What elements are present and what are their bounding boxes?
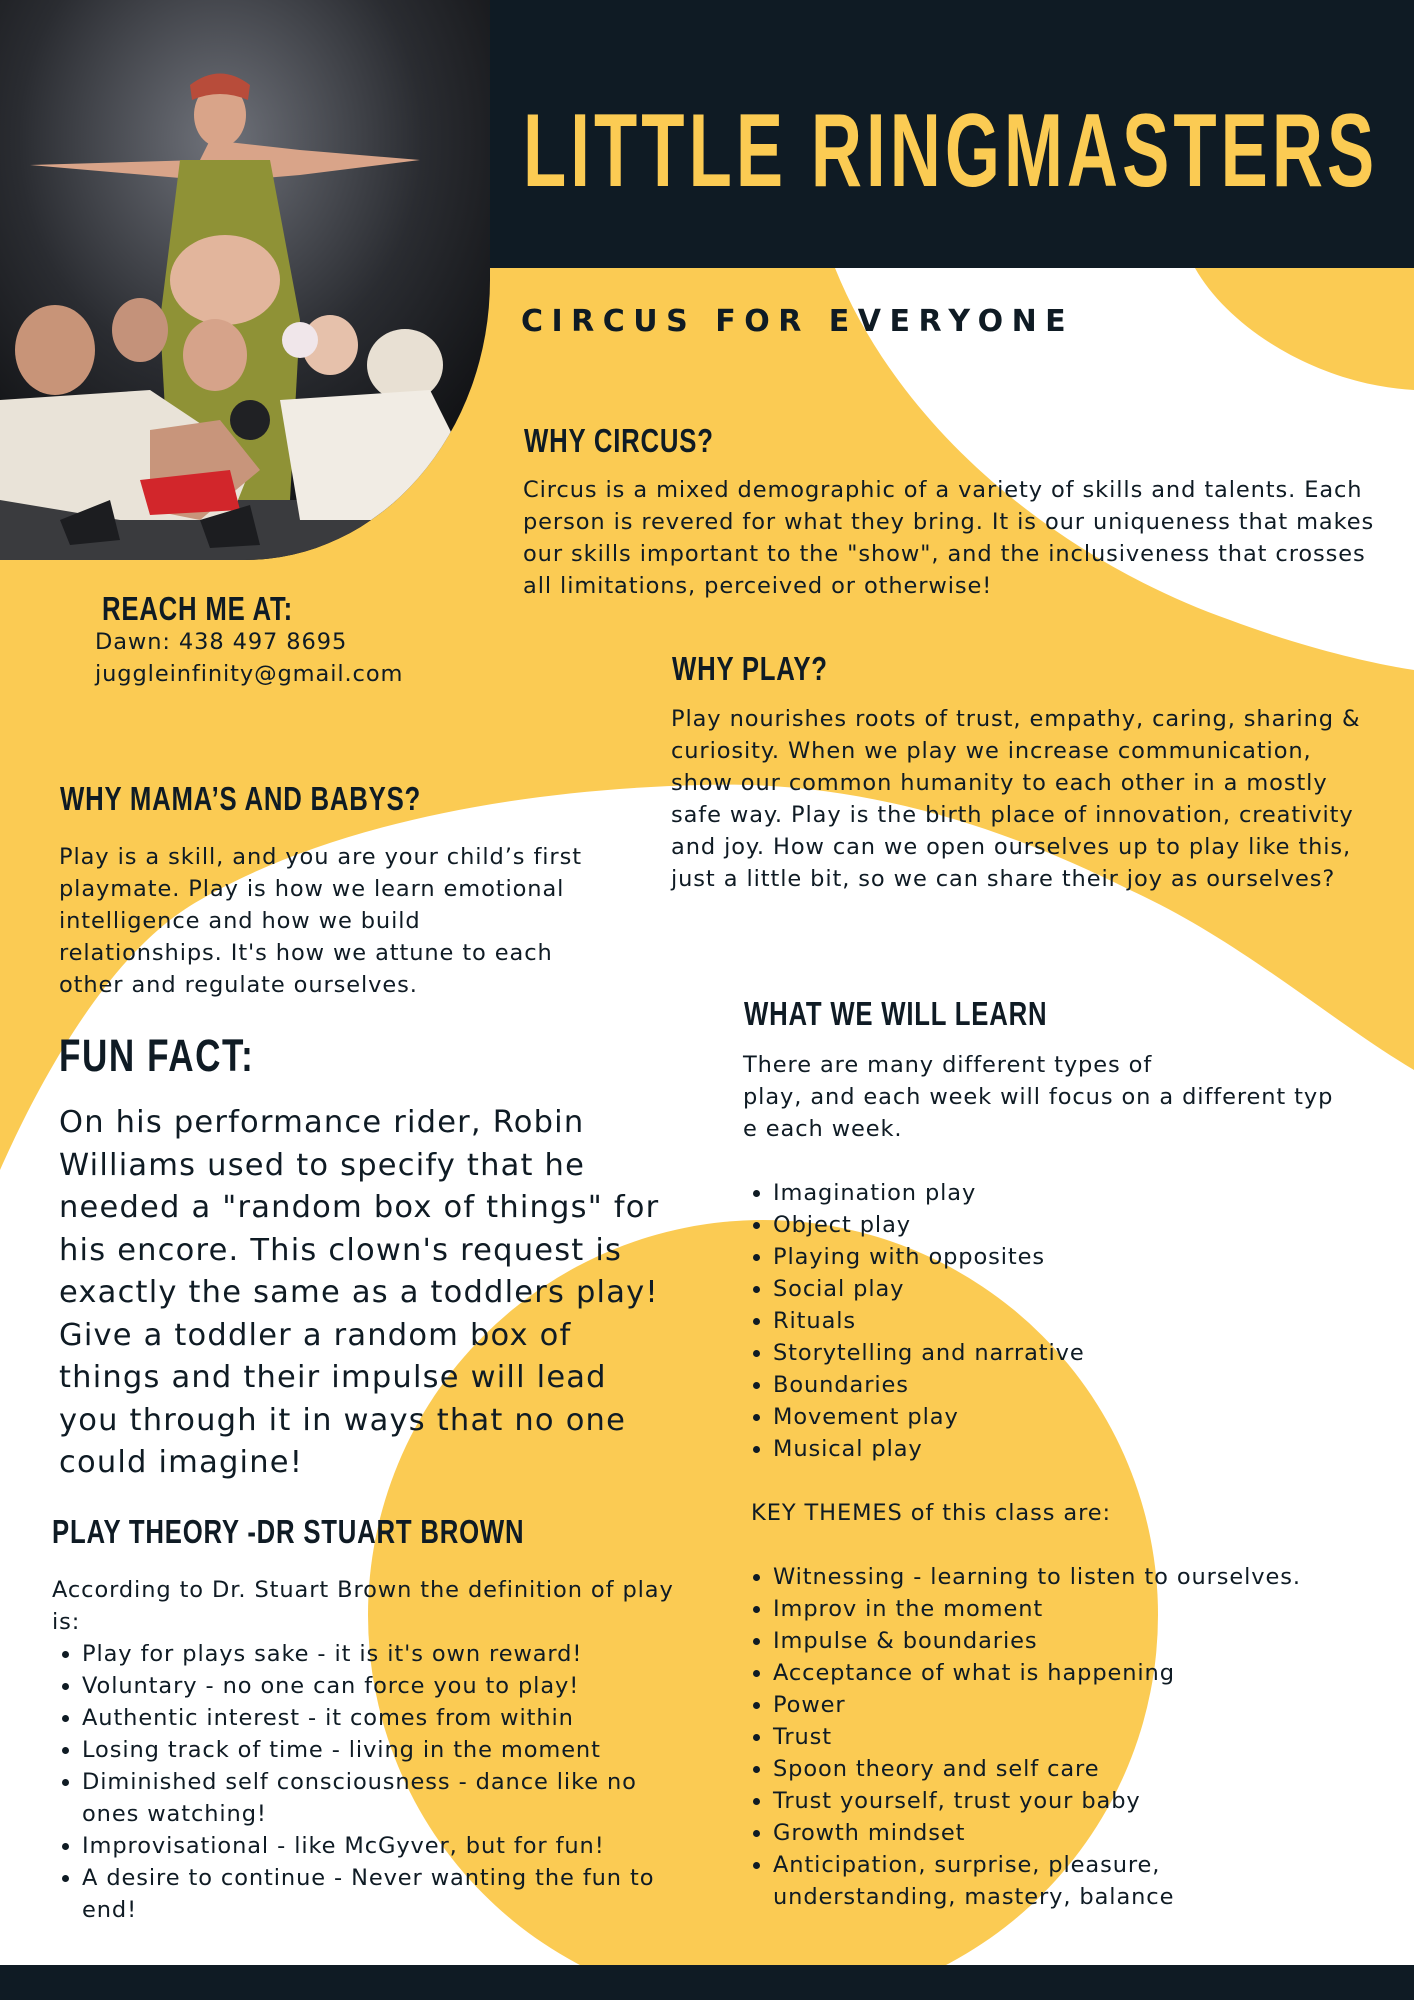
list-item: • Improvisational - like McGyver, but for fun!	[82, 1830, 732, 1862]
list-item: • Authentic interest - it comes from within	[82, 1702, 732, 1734]
play-types-list	[743, 1177, 1413, 1465]
list-item: • Social play	[773, 1273, 1413, 1305]
text-line: play, and each week will focus on a different typ	[743, 1084, 1334, 1110]
text-line: Play is a skill, and you are your child’s first	[59, 844, 582, 870]
text-line: end!	[82, 1897, 138, 1923]
text-line: Play nourishes roots of trust, empathy, caring, sharing &	[671, 706, 1361, 732]
key-themes-list	[743, 1561, 1413, 1913]
key-themes-label: KEY THEMES of this class are:	[743, 1500, 1111, 1526]
list-item: • Boundaries	[773, 1369, 1413, 1401]
list-item	[82, 1766, 732, 1830]
page-title: LITTLE RINGMASTERS	[523, 93, 1379, 209]
list-item: • Play for plays sake - it is it's own reward!	[82, 1638, 732, 1670]
text-line: On his performance rider, Robin	[59, 1105, 585, 1140]
text-line: Diminished self consciousness - dance like no	[82, 1769, 637, 1795]
why-play-heading: WHY PLAY?	[672, 650, 828, 687]
text-line: person is revered for what they bring. It is our uniqueness that makes	[523, 509, 1375, 535]
list-item: • Trust	[773, 1721, 1413, 1753]
text-line: exactly the same as a toddlers play!	[59, 1275, 659, 1310]
list-item: • Power	[773, 1689, 1413, 1721]
play-theory-list	[52, 1638, 732, 1926]
text-line: other and regulate ourselves.	[59, 972, 418, 998]
spacer	[743, 1465, 1413, 1497]
why-circus-heading: WHY CIRCUS?	[524, 422, 714, 459]
text-line: show our common humanity to each other in a mostly	[671, 770, 1328, 796]
what-we-learn-section	[743, 1049, 1413, 1913]
list-item: • Rituals	[773, 1305, 1413, 1337]
what-we-learn-heading: WHAT WE WILL LEARN	[744, 995, 1048, 1032]
footer-bar	[0, 1965, 1414, 2000]
text-line: According to Dr. Stuart Brown the definition of play	[52, 1577, 674, 1603]
text-line: relationships. It's how we attune to each	[59, 940, 553, 966]
list-item	[82, 1862, 732, 1926]
text-line: his encore. This clown's request is	[59, 1232, 623, 1268]
play-theory-section	[52, 1574, 732, 1926]
text-line: our skills important to the "show", and the inclusiveness that crosses	[523, 541, 1366, 567]
spacer	[743, 1145, 1413, 1177]
text-line: understanding, mastery, balance	[773, 1884, 1175, 1910]
list-item: • Playing with opposites	[773, 1241, 1413, 1273]
text-line: all limitations, perceived or otherwise!	[523, 573, 993, 599]
text-line: e each week.	[743, 1116, 903, 1142]
yellow-corner-circle	[1195, 268, 1414, 390]
why-play-text	[671, 703, 1411, 895]
text-line: just a little bit, so we can share their joy as ourselves?	[671, 866, 1336, 892]
list-item: • Acceptance of what is happening	[773, 1657, 1413, 1689]
why-mamas-text	[59, 841, 659, 1001]
text-line: could imagine!	[59, 1445, 304, 1480]
why-mamas-heading: WHY MAMA’S AND BABYS?	[60, 780, 422, 817]
list-item: • Storytelling and narrative	[773, 1337, 1413, 1369]
list-item: • Losing track of time - living in the moment	[82, 1734, 732, 1766]
text-line: needed a "random box of things" for	[59, 1190, 660, 1225]
list-item: • Witnessing - learning to listen to ourselves.	[773, 1561, 1413, 1593]
text-line: things and their impulse will lead	[59, 1360, 607, 1395]
text-line: safe way. Play is the birth place of innovation, creativity	[671, 802, 1354, 828]
list-item: • Voluntary - no one can force you to play!	[82, 1670, 732, 1702]
text-line: and joy. How can we open ourselves up to play like this,	[671, 834, 1352, 860]
contact-email[interactable]: juggleinfinity@gmail.com	[95, 661, 404, 687]
text-line: There are many different types of	[743, 1052, 1153, 1078]
fun-fact-text	[59, 1102, 699, 1485]
play-theory-heading: PLAY THEORY -DR STUART BROWN	[52, 1513, 525, 1550]
fun-fact-heading: FUN FACT:	[59, 1030, 255, 1081]
contact-heading: REACH ME AT:	[102, 590, 293, 627]
text-line: Give a toddler a random box of	[59, 1317, 572, 1353]
text-line: Williams used to specify that he	[59, 1147, 586, 1183]
list-item: • Improv in the moment	[773, 1593, 1413, 1625]
text-line: ones watching!	[82, 1801, 267, 1827]
list-item: • Impulse & boundaries	[773, 1625, 1413, 1657]
list-item: • Movement play	[773, 1401, 1413, 1433]
text-line: Anticipation, surprise, pleasure,	[773, 1852, 1161, 1878]
list-item: • Trust yourself, trust your baby	[773, 1785, 1413, 1817]
text-line: you through it in ways that no one	[59, 1402, 627, 1438]
list-item: • Spoon theory and self care	[773, 1753, 1413, 1785]
list-item: • Musical play	[773, 1433, 1413, 1465]
text-line: is:	[52, 1609, 81, 1635]
list-item: • Imagination play	[773, 1177, 1413, 1209]
text-line: intelligence and how we build	[59, 908, 421, 934]
why-circus-text	[523, 474, 1413, 602]
list-item: • Object play	[773, 1209, 1413, 1241]
list-item	[773, 1849, 1413, 1913]
spacer	[743, 1529, 1413, 1561]
text-line: Circus is a mixed demographic of a variety of skills and talents. Each	[523, 477, 1363, 503]
performer-photo	[0, 0, 490, 560]
text-line: curiosity. When we play we increase communication,	[671, 738, 1312, 764]
text-line: playmate. Play is how we learn emotional	[59, 876, 565, 902]
page-subtitle: CIRCUS FOR EVERYONE	[521, 304, 1075, 339]
contact-phone: Dawn: 438 497 8695	[95, 629, 348, 655]
text-line: A desire to continue - Never wanting the fun to	[82, 1865, 655, 1891]
list-item: • Growth mindset	[773, 1817, 1413, 1849]
